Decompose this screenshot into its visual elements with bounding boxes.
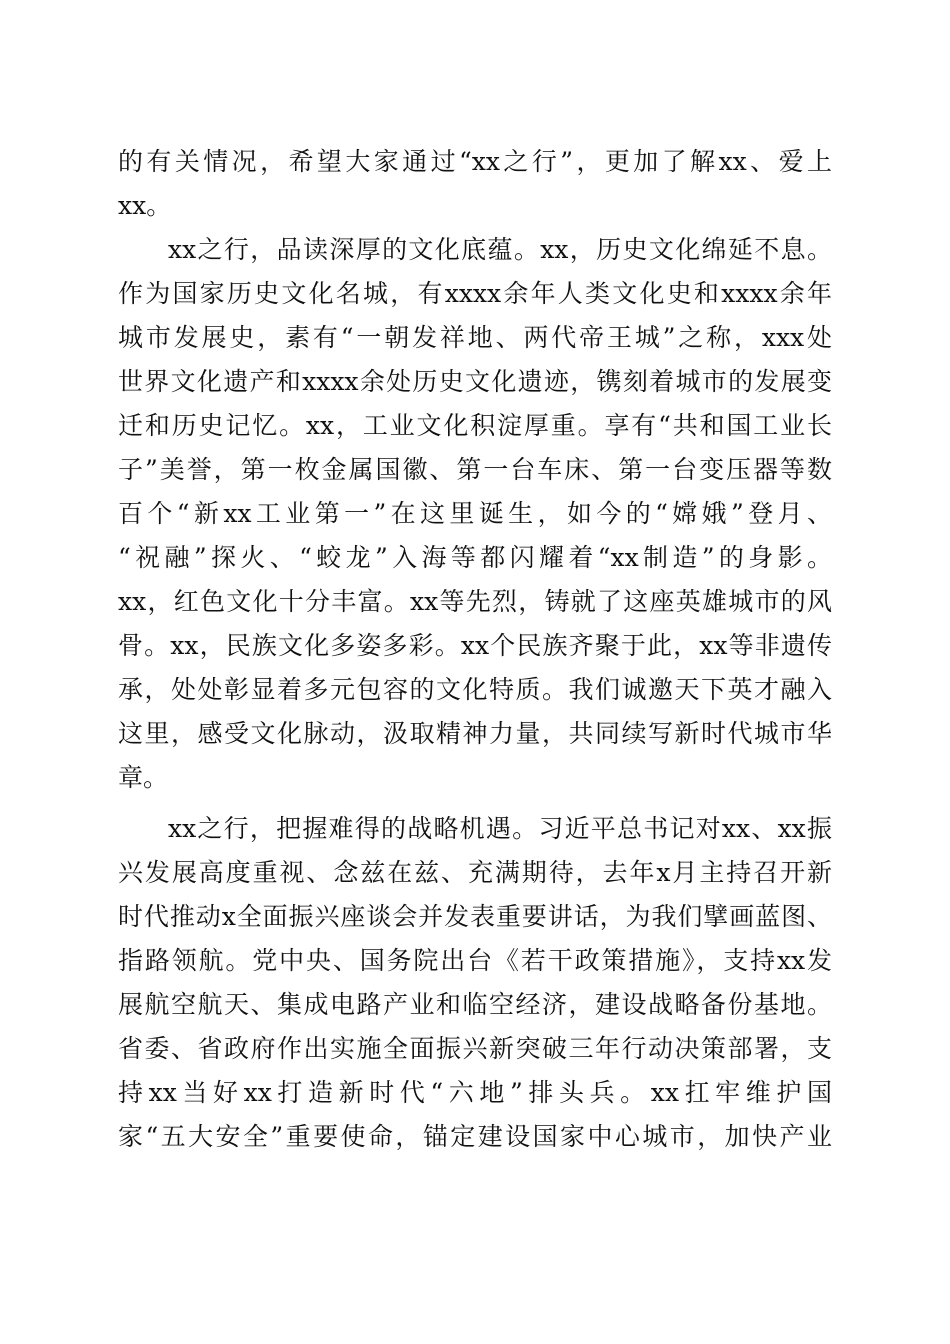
text-line: 的有关情况，希望大家通过“xx之行”，更加了解xx、爱上 <box>118 147 832 176</box>
text-line: 指路领航。党中央、国务院出台《若干政策措施》，支持xx发 <box>118 946 832 975</box>
text-line: 这里，感受文化脉动，汲取精神力量，共同续写新时代城市华 <box>118 719 832 748</box>
text-line: 迁和历史记忆。xx，工业文化积淀厚重。享有“共和国工业长 <box>118 411 832 440</box>
text-line: 兴发展高度重视、念兹在兹、充满期待，去年x月主持召开新 <box>118 858 832 887</box>
text-line: 骨。xx，民族文化多姿多彩。xx个民族齐聚于此，xx等非遗传 <box>118 631 832 660</box>
text-line: “祝融”探火、“蛟龙”入海等都闪耀着“xx制造”的身影。 <box>118 543 832 572</box>
text-line: 家“五大安全”重要使命，锚定建设国家中心城市，加快产业 <box>118 1122 832 1151</box>
text-line: 持xx当好xx打造新时代“六地”排头兵。xx扛牢维护国 <box>118 1078 832 1107</box>
text-line: 章。 <box>118 763 169 792</box>
text-line: xx。 <box>118 191 172 220</box>
paragraph-start-line: xx之行，品读深厚的文化底蕴。xx，历史文化绵延不息。 <box>168 235 832 264</box>
text-line: 子”美誉，第一枚金属国徽、第一台车床、第一台变压器等数 <box>118 455 832 484</box>
text-line: 作为国家历史文化名城，有xxxx余年人类文化史和xxxx余年 <box>118 279 832 308</box>
text-line: 省委、省政府作出实施全面振兴新突破三年行动决策部署，支 <box>118 1034 832 1063</box>
text-line: 城市发展史，素有“一朝发祥地、两代帝王城”之称，xxx处 <box>118 323 832 352</box>
text-line: 展航空航天、集成电路产业和临空经济，建设战略备份基地。 <box>118 990 832 1019</box>
text-line: 时代推动x全面振兴座谈会并发表重要讲话，为我们擘画蓝图、 <box>118 902 832 931</box>
text-line: xx，红色文化十分丰富。xx等先烈，铸就了这座英雄城市的风 <box>118 587 832 616</box>
text-line: 承，处处彰显着多元包容的文化特质。我们诚邀天下英才融入 <box>118 675 832 704</box>
paragraph-start-line: xx之行，把握难得的战略机遇。习近平总书记对xx、xx振 <box>168 814 832 843</box>
text-line: 百个“新xx工业第一”在这里诞生，如今的“嫦娥”登月、 <box>118 499 832 528</box>
text-line: 世界文化遗产和xxxx余处历史文化遗迹，镌刻着城市的发展变 <box>118 367 832 396</box>
